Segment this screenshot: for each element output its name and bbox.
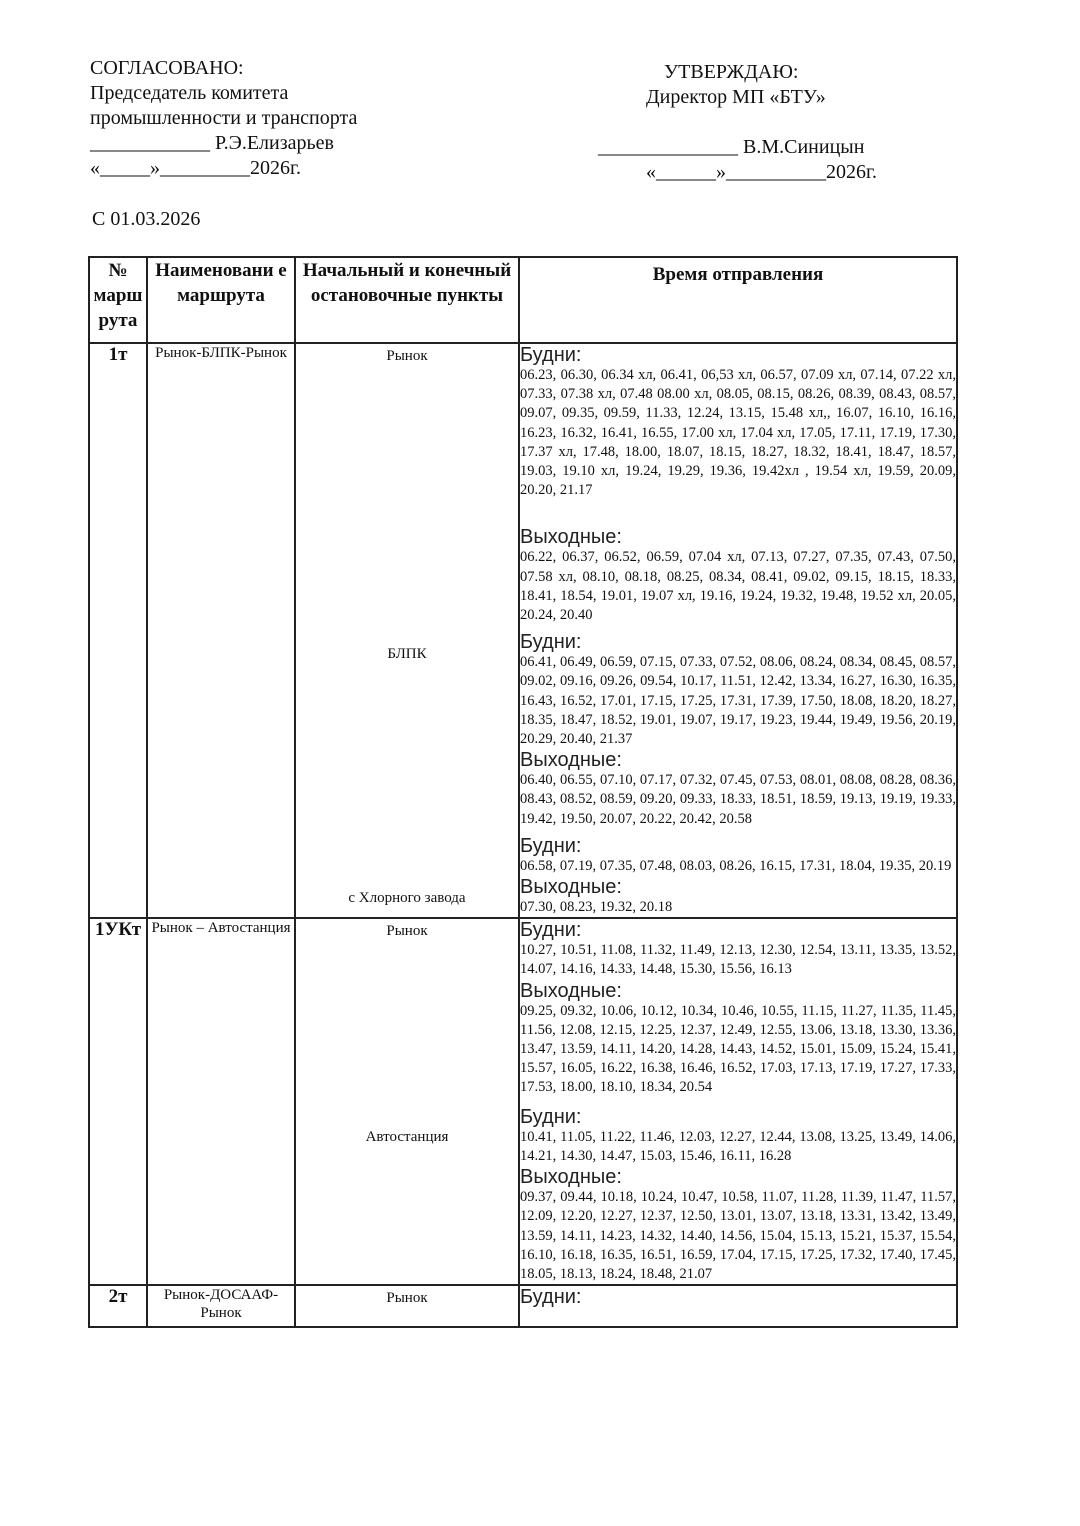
- route-number: 1т: [89, 343, 147, 918]
- weekend-times: 07.30, 08.23, 19.32, 20.18: [520, 899, 673, 916]
- confirm-line1: Директор МП «БТУ»: [646, 86, 826, 108]
- schedule-block: [520, 631, 956, 829]
- schedule-block: [520, 344, 956, 625]
- header-row: [89, 257, 957, 343]
- weekday-times: 10.27, 10.51, 11.08, 11.32, 11.49, 12.13, 12.30, 12.54, 13.11, 13.35, 13.52, 14.07, 14.16, 14.33, 14.48, 15.30, 15.56, 16.13: [520, 942, 956, 978]
- stop-name: Рынок: [386, 923, 428, 940]
- stop-name: Автостанция: [365, 1129, 449, 1146]
- weekend-label: Выходные:: [520, 876, 622, 899]
- weekday-times: 06.41, 06.49, 06.59, 07.15, 07.33, 07.52, 08.06, 08.24, 08.34, 08.45, 08.57, 09.02, 09.16, 09.26, 09.54, 10.17, 11.51, 12.42, 13.34, 16.27, 16.30, 16.35, 16.43, 16.52, 17.01, 17.15, 17.25, 17.31, 17.39, 17.50, 18.08, 18.20, 18.27, 18.35, 18.47, 18.52, 19.01, 19.07, 19.17, 19.23, 19.44, 19.49, 19.56, 20.19, 20.29, 20.40, 21.37: [520, 654, 956, 748]
- schedule-block: [520, 1106, 956, 1284]
- route-name: Рынок – Автостанция: [147, 918, 295, 1285]
- route-number: 2т: [89, 1285, 147, 1327]
- confirm-title: УТВЕРЖДАЮ:: [664, 61, 799, 83]
- approved-line2: промышленности и транспорта: [90, 107, 358, 129]
- weekend-label: Выходные:: [520, 749, 622, 772]
- header-stops: Начальный и конечный остановочные пункты: [295, 257, 519, 343]
- route-name: Рынок-БЛПК-Рынок: [147, 343, 295, 918]
- weekday-label: Будни:: [520, 344, 582, 366]
- stops-cell: [295, 918, 519, 1285]
- times-cell: [519, 343, 957, 918]
- route-number: 1УКт: [89, 918, 147, 1285]
- weekend-label: Выходные:: [520, 526, 622, 549]
- stop-name: Рынок: [386, 348, 428, 364]
- approved-sign: ____________ Р.Э.Елизарьев: [90, 132, 334, 154]
- weekday-times: 06.23, 06.30, 06.34 хл, 06.41, 06,53 хл, 06.57, 07.09 хл, 07.14, 07.22 хл, 07.33, 07.38 хл, 07.48 08.00 хл, 08.05, 08.15, 08.26, 08.39, 08.43, 08.57, 09.07, 09.35, 09.59, 11.33, 12.24, 13.15, 15.48 хл,, 16.07, 16.10, 16.16, 16.23, 16.32, 16.41, 16.55, 17.00 хл, 17.04 хл, 17.05, 17.11, 17.19, 17.30, 17.37 хл, 17.48, 18.00, 18.07, 18.15, 18.27, 18.32, 18.41, 18.47, 18.57, 19.03, 19.10 хл, 19.24, 19.29, 19.36, 19.42хл , 19.54 хл, 19.59, 20.09, 20.20, 21.17: [520, 367, 956, 499]
- approved-block: [90, 56, 357, 181]
- effective-date: С 01.03.2026: [92, 208, 201, 230]
- stop-name: с Хлорного завода: [348, 890, 466, 906]
- times-cell: [519, 1285, 957, 1327]
- weekday-label: Будни:: [520, 1286, 582, 1309]
- schedule-block: [520, 835, 956, 917]
- route-name: Рынок-ДОСААФ-Рынок: [147, 1285, 295, 1327]
- approved-date: «_____»_________2026г.: [90, 157, 301, 179]
- approved-title: СОГЛАСОВАНО:: [90, 57, 244, 79]
- stop-name: БЛПК: [387, 646, 427, 662]
- weekend-times: 09.25, 09.32, 10.06, 10.12, 10.34, 10.46, 10.55, 11.15, 11.27, 11.35, 11.45, 11.56, 12.08, 12.15, 12.25, 12.37, 12.49, 12.55, 13.06, 13.18, 13.30, 13.36, 13.47, 13.59, 14.11, 14.20, 14.28, 14.43, 14.52, 15.01, 15.09, 15.24, 15.41, 15.57, 16.05, 16.22, 16.38, 16.46, 16.52, 17.03, 17.13, 17.19, 17.27, 17.33, 17.53, 18.00, 18.10, 18.34, 20.54: [520, 1002, 956, 1096]
- weekday-label: Будни:: [520, 919, 582, 942]
- weekend-label: Выходные:: [520, 979, 622, 1002]
- header-num: № марш рута: [89, 257, 147, 343]
- weekend-label: Выходные:: [520, 1166, 622, 1189]
- weekend-times: 06.22, 06.37, 06.52, 06.59, 07.04 хл, 07.13, 07.27, 07.35, 07.43, 07.50, 07.58 хл, 08.10, 08.18, 08.25, 08.34, 08.41, 09.02, 09.15, 18.15, 18.33, 18.41, 18.54, 19.01, 19.07 хл, 19.16, 19.24, 19.32, 19.48, 19.52 хл, 20.05, 20.24, 20.40: [520, 549, 956, 624]
- weekend-times: 09.37, 09.44, 10.18, 10.24, 10.47, 10.58, 11.07, 11.28, 11.39, 11.47, 11.57, 12.09, 12.20, 12.27, 12.37, 12.50, 13.01, 13.07, 13.18, 13.31, 13.42, 13.49, 13.59, 14.11, 14.23, 14.32, 14.40, 14.56, 15.04, 15.13, 15.21, 15.37, 15.54, 16.10, 16.18, 16.35, 16.51, 16.59, 17.04, 17.15, 17.25, 17.32, 17.40, 17.45, 18.05, 18.13, 18.24, 18.48, 21.07: [520, 1189, 956, 1282]
- times-cell: [519, 918, 957, 1285]
- approved-line1: Председатель комитета: [90, 82, 289, 104]
- stop-name: Рынок: [386, 1290, 428, 1307]
- weekday-label: Будни:: [520, 1105, 582, 1128]
- header-time: Время отправления: [519, 257, 957, 343]
- weekend-times: 06.40, 06.55, 07.10, 07.17, 07.32, 07.45, 07.53, 08.01, 08.08, 08.28, 08.36, 08.43, 08.52, 08.59, 09.20, 09.33, 18.33, 18.51, 18.59, 19.13, 19.19, 19.33, 19.42, 19.50, 20.07, 20.22, 20.42, 20.58: [520, 772, 956, 827]
- weekday-label: Будни:: [520, 834, 582, 857]
- confirm-date: «______»__________2026г.: [646, 161, 877, 183]
- weekday-times: 06.58, 07.19, 07.35, 07.48, 08.03, 08.26, 16.15, 17.31, 18.04, 19.35, 20.19: [520, 857, 952, 874]
- weekday-times: 10.41, 11.05, 11.22, 11.46, 12.03, 12.27, 12.44, 13.08, 13.25, 13.49, 14.06, 14.21, 14.30, 14.47, 15.03, 15.46, 16.11, 16.28: [520, 1128, 956, 1164]
- header-name: Наименовани е маршрута: [147, 257, 295, 343]
- confirm-sign: ______________ В.М.Синицын: [598, 136, 865, 158]
- table-row: [89, 918, 957, 1285]
- schedule-block: [520, 919, 956, 1097]
- schedule-table: [88, 256, 958, 1328]
- weekday-label: Будни:: [520, 631, 582, 654]
- table-row: [89, 343, 957, 918]
- table-row: [89, 1285, 957, 1327]
- stops-cell: [295, 343, 519, 918]
